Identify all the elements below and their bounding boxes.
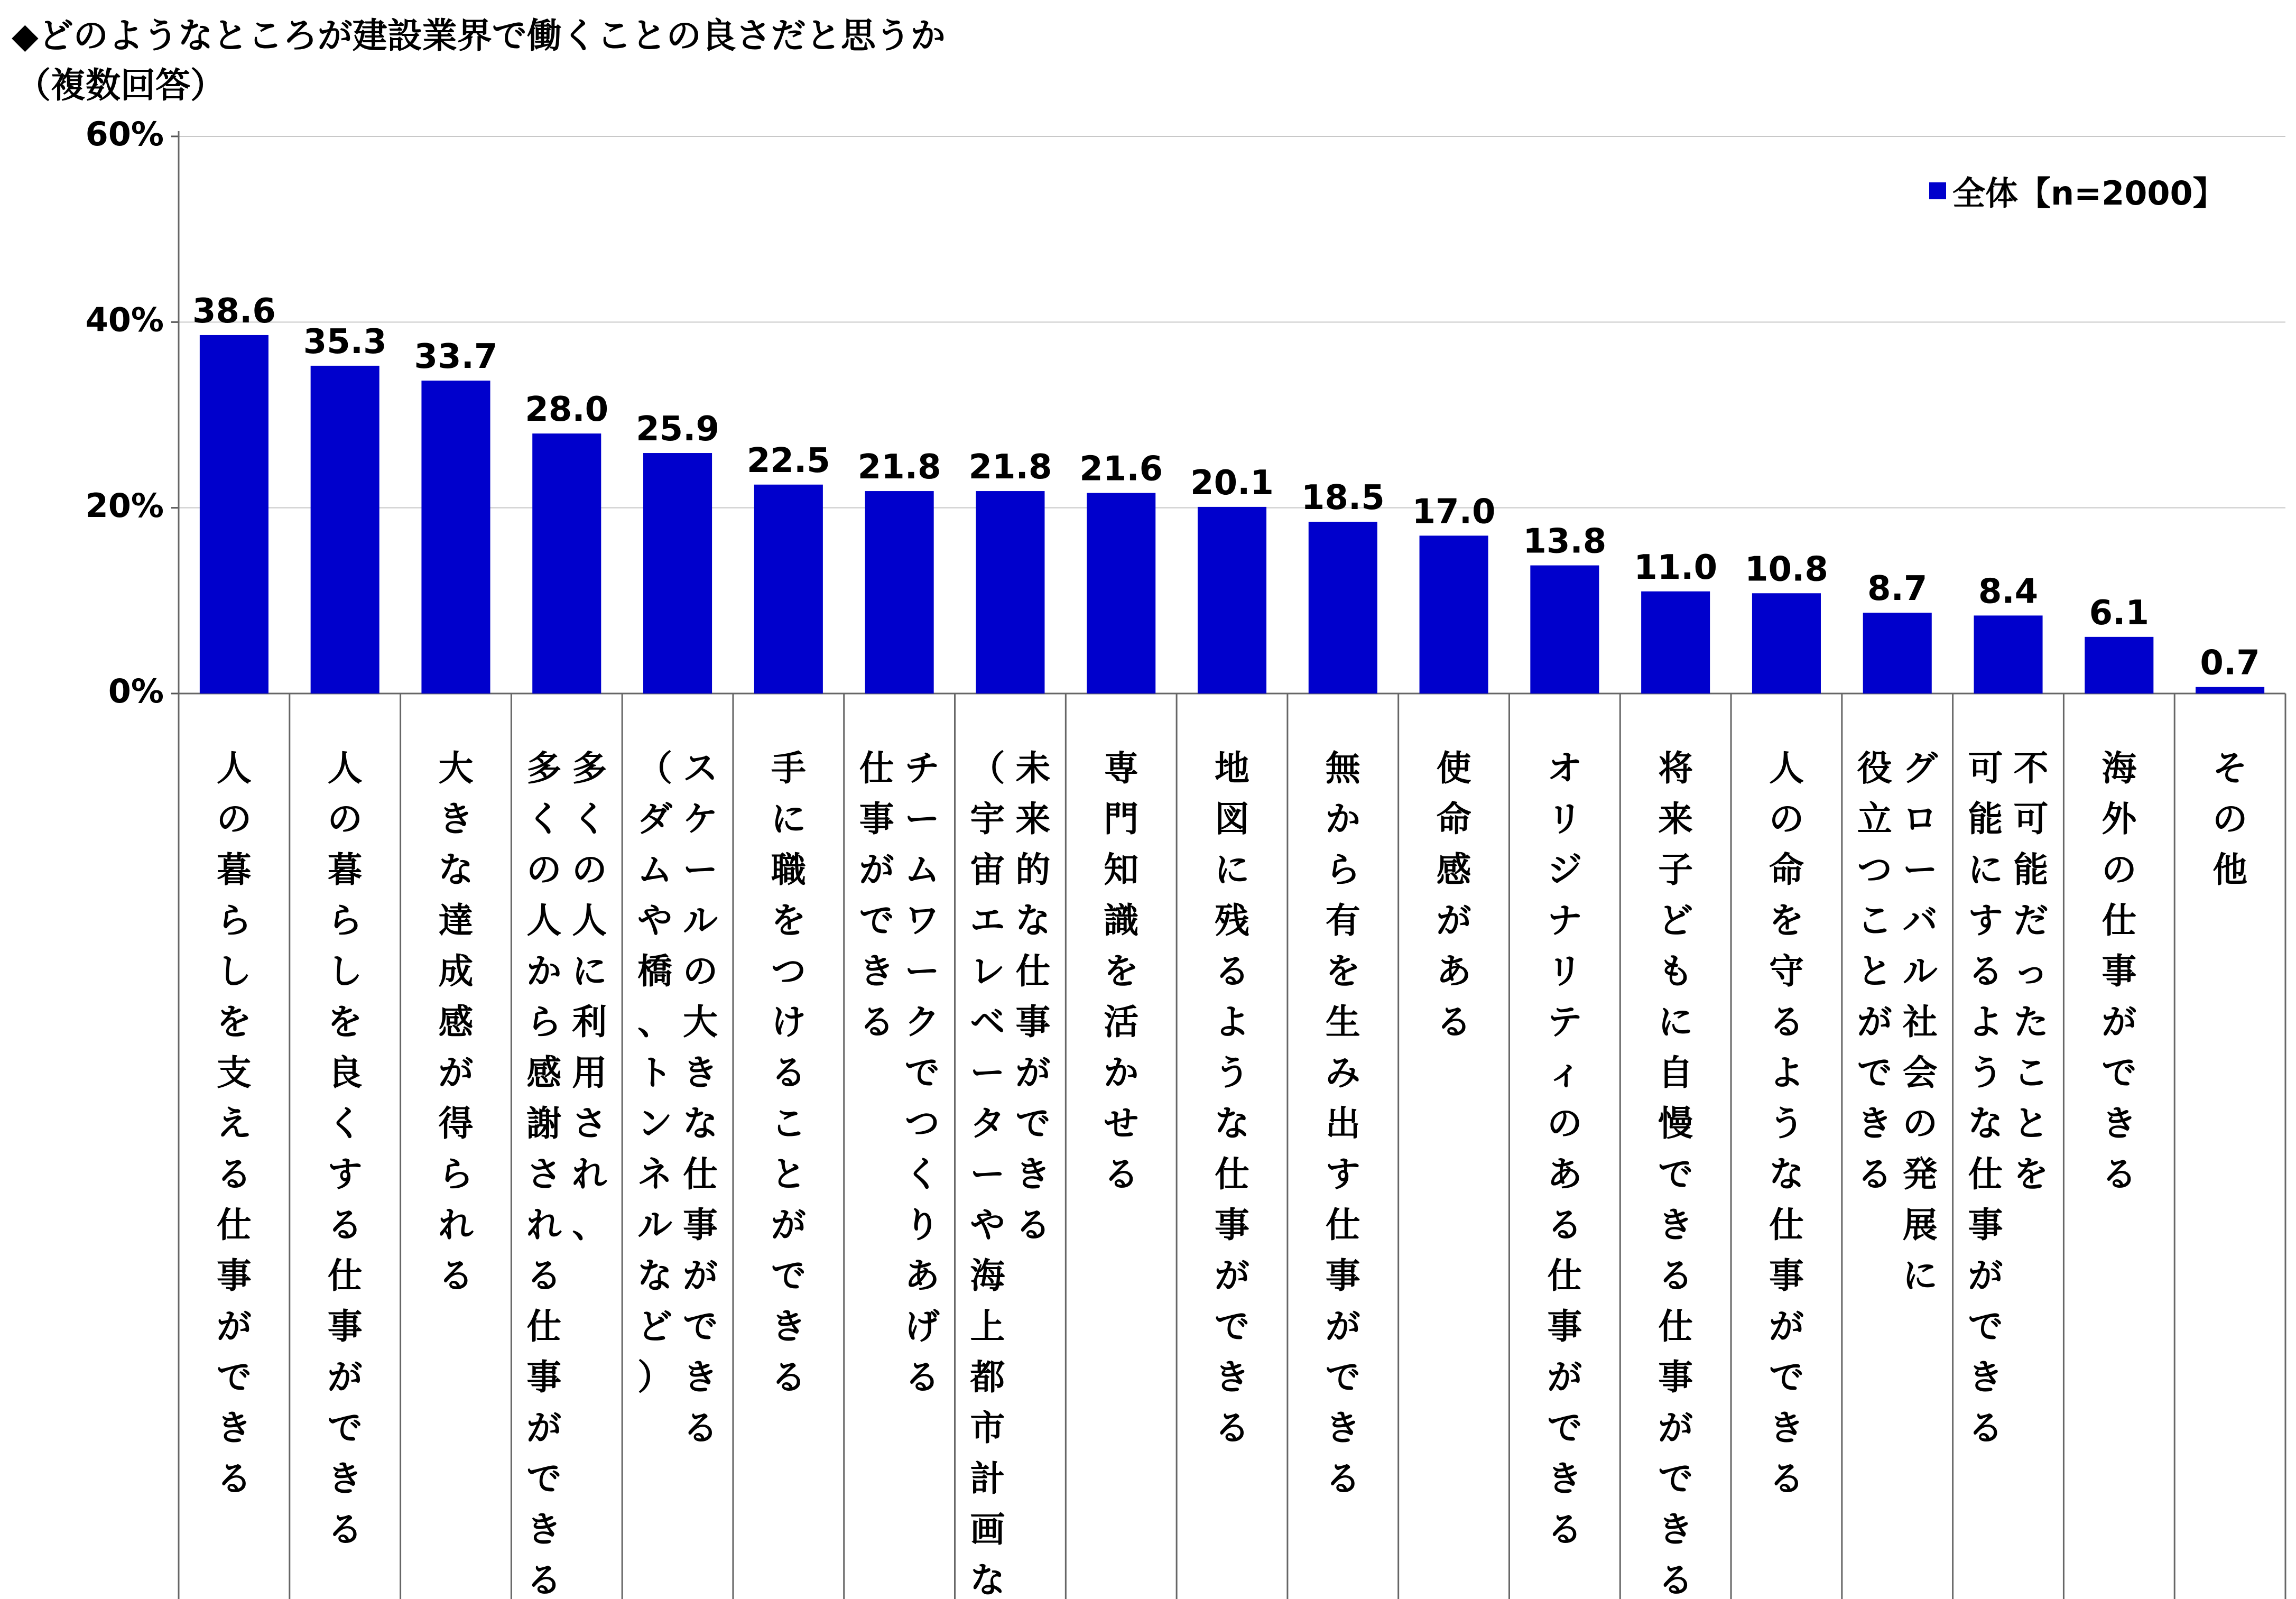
category-label: 将来子どもに自慢できる仕事ができる (1658, 748, 1693, 1599)
category-label: 可能にするような仕事ができる (1968, 748, 2003, 1448)
bar (2196, 687, 2264, 694)
bar (1309, 522, 1377, 694)
category-label: 手に職をつけることができる (771, 748, 806, 1398)
data-label: 10.8 (1744, 550, 1828, 589)
category-label: 海外の仕事ができる (2101, 748, 2137, 1195)
data-label: 20.1 (1190, 463, 1274, 503)
bar (1420, 535, 1488, 694)
category-label: 不可能だったことを (2013, 748, 2049, 1195)
bar (865, 491, 934, 694)
data-label: 21.8 (857, 448, 941, 487)
data-label: 6.1 (2089, 593, 2150, 633)
category-label: スケールの大きな仕事ができる (683, 748, 718, 1448)
category-label: 多くの人から感謝される仕事ができる (526, 748, 562, 1599)
data-label: 8.7 (1867, 569, 1928, 609)
category-label: 大きな達成感が得られる (438, 748, 474, 1296)
legend-swatch (1929, 182, 1946, 199)
data-label: 25.9 (636, 410, 720, 449)
category-label: （ダムや橋、トンネルなど） (637, 748, 673, 1398)
category-label: 無から有を生み出す仕事ができる (1325, 748, 1360, 1499)
bar (1863, 613, 1932, 694)
data-label: 8.4 (1978, 572, 2039, 612)
category-label: （宇宙エレベーターや海上都市計画な (970, 748, 1005, 1599)
category-label: グローバル社会の発展に (1902, 748, 1938, 1296)
category-label: 人の命を守るような仕事ができる (1769, 748, 1804, 1499)
category-label: 仕事ができる (859, 748, 894, 1042)
category-label: 多くの人に利用され、 (572, 748, 607, 1245)
bar (1752, 593, 1821, 694)
data-label: 21.8 (968, 448, 1052, 487)
bar (2085, 637, 2153, 694)
bar (532, 433, 601, 694)
y-tick-label: 20% (85, 486, 164, 525)
category-label: 専門知識を活かせる (1104, 748, 1139, 1195)
category-label: 人の暮らしを支える仕事ができる (216, 748, 252, 1499)
bar (1198, 507, 1266, 694)
chart-subtitle: （複数回答） (16, 65, 225, 106)
category-label: 地図に残るような仕事ができる (1215, 748, 1249, 1448)
category-label: 使命感がある (1436, 748, 1471, 1042)
category-label: 未来的な仕事ができる (1015, 748, 1051, 1245)
category-label: オリジナリティのある仕事ができる (1547, 748, 1582, 1550)
data-label: 35.3 (303, 322, 387, 362)
data-label: 33.7 (414, 337, 498, 377)
data-label: 21.6 (1079, 449, 1163, 489)
data-label: 17.0 (1412, 492, 1496, 532)
data-label: 28.0 (525, 390, 609, 430)
data-label: 18.5 (1301, 478, 1385, 518)
bar (643, 453, 712, 694)
bar (421, 381, 490, 694)
bar (1641, 591, 1710, 694)
legend (1929, 167, 2226, 214)
bar (1974, 615, 2042, 694)
chart-title: ◆どのようなところが建設業界で働くことの良さだと思うか (12, 15, 946, 56)
category-label: 役立つことができる (1857, 748, 1892, 1195)
category-label: チームワークでつくりあげる (904, 748, 940, 1398)
category-label: 人の暮らしを良くする仕事ができる (327, 748, 363, 1550)
bar (200, 335, 269, 694)
y-tick-label: 60% (85, 115, 164, 154)
data-label: 22.5 (746, 441, 830, 480)
bar (976, 491, 1044, 694)
bar (754, 485, 823, 694)
data-label: 13.8 (1523, 522, 1607, 561)
category-label: その他 (2212, 748, 2248, 890)
y-tick-label: 40% (85, 300, 164, 339)
y-tick-label: 0% (108, 672, 164, 711)
data-label: 38.6 (192, 291, 276, 331)
legend-label: 全体【n=2000】 (1952, 174, 2226, 212)
data-label: 0.7 (2200, 643, 2260, 683)
bar (1530, 566, 1599, 694)
bar (1087, 493, 1155, 694)
data-label: 11.0 (1634, 548, 1718, 587)
bar (311, 366, 379, 694)
